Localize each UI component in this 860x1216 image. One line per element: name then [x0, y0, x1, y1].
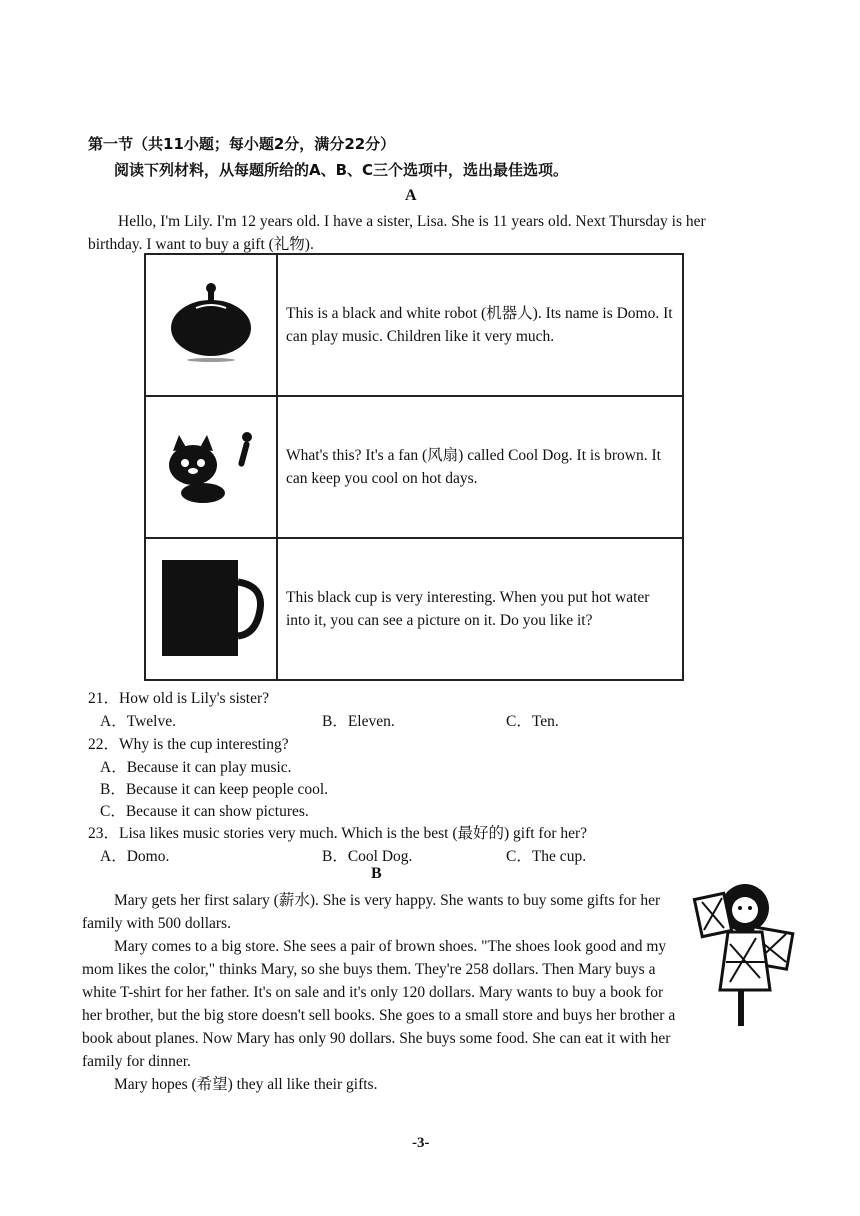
option-22-b: B．Because it can keep people cool. — [100, 781, 329, 798]
question-23: 23．Lisa likes music stories very much. Which is the best (最好的) gift for her? — [88, 825, 588, 842]
option-23-a: A．Domo. — [100, 848, 170, 865]
gift-table — [144, 253, 684, 681]
option-22-a: A．Because it can play music. — [100, 759, 292, 776]
page-number: -3- — [412, 1135, 430, 1151]
table-row — [145, 254, 683, 396]
passage-a-intro: Hello, I'm Lily. I'm 12 years old. I have a sister, Lisa. She is 11 years old. Next Thursday is her birthday. I want to buy a gift (礼物). — [88, 213, 706, 253]
question-22: 22．Why is the cup interesting? — [88, 736, 289, 753]
cup-icon — [156, 552, 266, 662]
passage-a-label: A — [405, 187, 417, 204]
passage-b-text — [82, 889, 678, 1096]
fan-cell — [145, 396, 277, 538]
robot-cell — [145, 254, 277, 396]
fan-description: What's this? It's a fan (风扇) called Cool Dog. It is brown. It can keep you cool on hot days. — [277, 396, 683, 538]
fan-dog-icon — [161, 425, 261, 505]
section-header: 第一节（共11小题；每小题2分，满分22分） — [88, 135, 396, 153]
passage-b-label: B — [371, 865, 382, 882]
cup-description: This black cup is very interesting. When you put hot water into it, you can see a picture on it. Do you like it? — [277, 538, 683, 680]
cup-cell — [145, 538, 277, 680]
option-23-c: C．The cup. — [506, 848, 587, 865]
girl-with-gifts-icon — [690, 878, 800, 1028]
option-21-b: B．Eleven. — [322, 713, 395, 730]
robot-description: This is a black and white robot (机器人). Its name is Domo. It can play music. Children like it very much. — [277, 254, 683, 396]
option-22-c: C．Because it can show pictures. — [100, 803, 309, 820]
question-21: 21．How old is Lily's sister? — [88, 690, 270, 707]
passage-b-paragraph: Mary hopes (希望) they all like their gifts. — [114, 1076, 378, 1093]
instruction: 阅读下列材料，从每题所给的A、B、C三个选项中，选出最佳选项。 — [114, 161, 569, 179]
option-21-c: C．Ten. — [506, 713, 559, 730]
robot-icon — [166, 278, 256, 368]
table-row — [145, 396, 683, 538]
passage-b-paragraph: Mary gets her first salary (薪水). She is very happy. She wants to buy some gifts for her family with 500 dollars. — [82, 892, 661, 932]
passage-b-paragraph: Mary comes to a big store. She sees a pair of brown shoes. "The shoes look good and my mom likes the color," thinks Mary, so she buys them. They're 258 dollars. Then Mary buys a white T-shirt for her father. It's on sale and it's only 120 dollars. Mary wants to buy a book for her brother, but the big store doesn't sell books. She goes to a small store and buys her brother a book about planes. Now Mary has only 90 dollars. She buys some food. She can eat it with her family for dinner. — [82, 938, 676, 1070]
option-23-b: B．Cool Dog. — [322, 848, 413, 865]
table-row — [145, 538, 683, 680]
option-21-a: A．Twelve. — [100, 713, 176, 730]
